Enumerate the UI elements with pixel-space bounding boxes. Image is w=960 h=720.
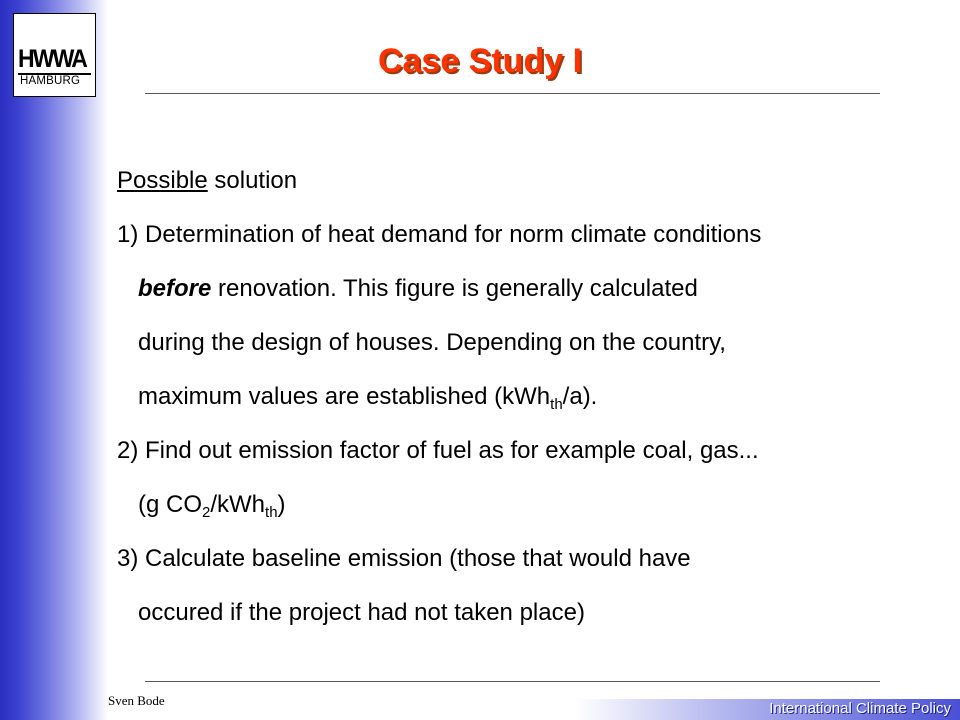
- item2-line2-c: ): [277, 491, 286, 518]
- item2-line2-sub2: th: [265, 504, 278, 521]
- item1-line3: during the design of houses. Depending on the country,: [138, 329, 726, 356]
- logo-main-text: HWWA: [18, 45, 87, 73]
- top-divider: [145, 93, 880, 94]
- course-title: International Climate Policy: [769, 700, 951, 717]
- item2-line2: [117, 488, 917, 542]
- item1-emphasis: before: [138, 275, 212, 302]
- item1-line4: [117, 380, 917, 434]
- bottom-divider: [145, 681, 880, 682]
- author-name: Sven Bode: [108, 693, 165, 708]
- item1-line4-sub: th: [550, 396, 563, 413]
- heading-line: [117, 164, 917, 218]
- item1-line4-pre: maximum values are established (kWh: [138, 383, 551, 410]
- heading-rest: solution: [207, 167, 298, 194]
- heading-underlined: Possible: [117, 167, 208, 194]
- item3-line2: occured if the project had not taken place): [138, 599, 585, 626]
- item2-line2-sub1: 2: [202, 504, 211, 521]
- item2-line2-b: /kWh: [210, 491, 266, 518]
- item1-line2: [117, 272, 917, 326]
- left-gradient-sidebar: [0, 0, 108, 720]
- item3-line1: 3) Calculate baseline emission (those that would have: [117, 545, 691, 572]
- item1-line4-post: /a).: [562, 383, 598, 410]
- logo-sub-text: HAMBURG: [20, 75, 81, 87]
- item1-line2-rest: renovation. This figure is generally calculated: [211, 275, 698, 302]
- item1-line1: 1) Determination of heat demand for norm climate conditions: [117, 221, 762, 248]
- slide-body: [117, 164, 917, 650]
- item2-line2-a: (g CO: [138, 491, 203, 518]
- slide-title: Case Study I: [377, 42, 583, 80]
- item2-line1: 2) Find out emission factor of fuel as for example coal, gas...: [117, 437, 759, 464]
